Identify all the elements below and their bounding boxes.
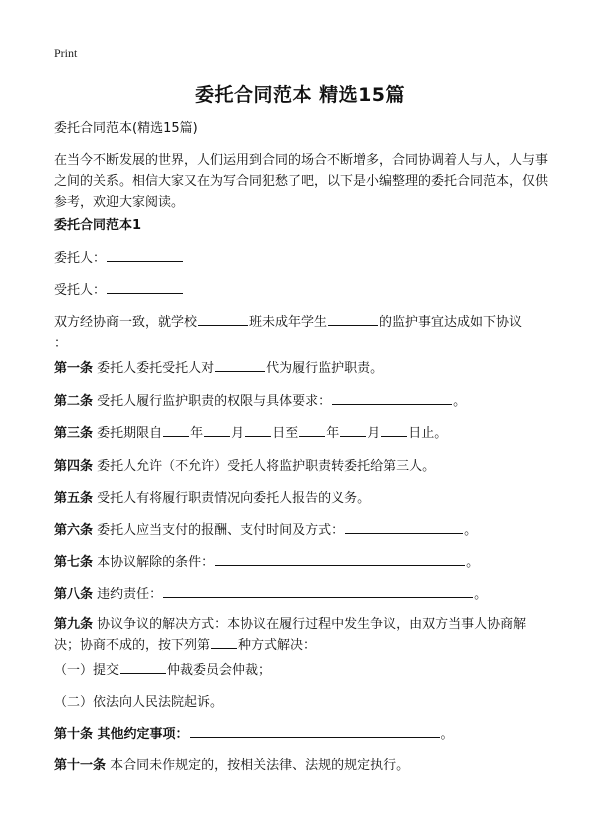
article-number: 第一条	[54, 361, 94, 376]
article-text: 日止。	[408, 426, 448, 441]
article-2	[54, 391, 554, 412]
article-text: 月	[367, 426, 381, 441]
agreement-paragraph	[54, 312, 550, 354]
article-text: 委托人委托受托人对	[93, 361, 215, 376]
article-text: 年	[190, 426, 204, 441]
client-field	[54, 248, 554, 269]
article-text: 本合同未作规定的，按相关法律、法规的规定执行。	[106, 758, 410, 773]
article-9	[54, 614, 550, 656]
blank-line	[332, 391, 452, 405]
article-text: 委托期限自	[93, 426, 163, 441]
article-text: 月	[231, 426, 245, 441]
article-number: 第十条	[54, 727, 94, 742]
article-text: 。	[464, 523, 478, 538]
article-number: 第四条	[54, 459, 94, 474]
article-1	[54, 358, 554, 379]
document-subtitle: 委托合同范本(精选15篇)	[54, 121, 198, 136]
blank-line	[120, 660, 166, 674]
option-2: （二）依法向人民法院起诉。	[54, 695, 224, 710]
article-text: 代为履行监护职责。	[266, 361, 384, 376]
client-blank	[107, 248, 183, 262]
article-text: 受托人有将履行职责情况向委托人报告的义务。	[93, 491, 371, 506]
option-text: 仲裁委员会仲裁；	[167, 663, 272, 678]
article-text: 受托人履行监护职责的权限与具体要求：	[93, 394, 332, 409]
article-text: 违约责任：	[93, 587, 163, 602]
trustee-label: 受托人：	[54, 283, 107, 298]
article-text: 。	[474, 587, 488, 602]
blank-line	[215, 358, 265, 372]
article-text: 本协议解除的条件：	[93, 555, 215, 570]
article-text: 。	[466, 555, 480, 570]
blank-line	[215, 552, 465, 566]
agreement-text: ：	[54, 336, 68, 351]
blank-line	[163, 584, 473, 598]
page-title: 委托合同范本 精选15篇	[194, 84, 406, 106]
article-text: 委托人允许（不允许）受托人将监护职责转委托给第三人。	[93, 459, 436, 474]
trustee-field	[54, 280, 554, 301]
article-number: 第五条	[54, 491, 94, 506]
article-number: 第二条	[54, 394, 94, 409]
blank-line	[345, 520, 463, 534]
agreement-text: 双方经协商一致，就学校	[54, 315, 198, 330]
blank-line	[190, 724, 440, 738]
blank-line	[211, 635, 237, 649]
article-8	[54, 584, 554, 605]
agreement-text: 班未成年学生	[249, 315, 328, 330]
article-text: 日至	[272, 426, 299, 441]
intro-paragraph: 在当今不断发展的世界，人们运用到合同的场合不断增多，合同协调着人与人，人与事之间的关系。相信大家又在为写合同犯愁了吧，以下是小编整理的委托合同范本，仅供参考，欢迎大家阅读。	[54, 153, 549, 210]
option-text: （一）提交	[54, 663, 120, 678]
article-3	[54, 423, 554, 444]
school-blank	[198, 312, 248, 326]
agreement-text: 的监护事宜达成如下协议	[379, 315, 523, 330]
article-text: 委托人应当支付的报酬、支付时间及方式：	[93, 523, 345, 538]
article-text: 。	[440, 727, 454, 742]
article-11	[54, 755, 554, 776]
article-6	[54, 520, 554, 541]
article-text: 协议争议的解决方式：本协议在履行过程中发生争议，由双方当事人协商解决；协商不成的，按下列第	[54, 617, 527, 653]
article-number: 第七条	[54, 555, 94, 570]
blank-line	[299, 423, 325, 437]
article-number: 第六条	[54, 523, 94, 538]
trustee-blank	[107, 280, 183, 294]
article-10	[54, 724, 554, 745]
blank-line	[245, 423, 271, 437]
article-5	[54, 488, 554, 509]
article-7	[54, 552, 554, 573]
article-number: 第九条	[54, 617, 94, 632]
article-4	[54, 456, 554, 477]
article-text: 。	[453, 394, 467, 409]
article-number: 第三条	[54, 426, 94, 441]
print-link[interactable]: Print	[54, 46, 78, 60]
blank-line	[340, 423, 366, 437]
article-number: 第十一条	[54, 758, 107, 773]
article-text: 种方式解决：	[238, 638, 317, 653]
article-text: 其他约定事项：	[93, 727, 189, 742]
client-label: 委托人：	[54, 251, 107, 266]
section-heading: 委托合同范本1	[54, 218, 142, 233]
blank-line	[381, 423, 407, 437]
article-number: 第八条	[54, 587, 94, 602]
blank-line	[204, 423, 230, 437]
student-blank	[328, 312, 378, 326]
blank-line	[163, 423, 189, 437]
article-text: 年	[326, 426, 340, 441]
option-1	[54, 660, 554, 681]
